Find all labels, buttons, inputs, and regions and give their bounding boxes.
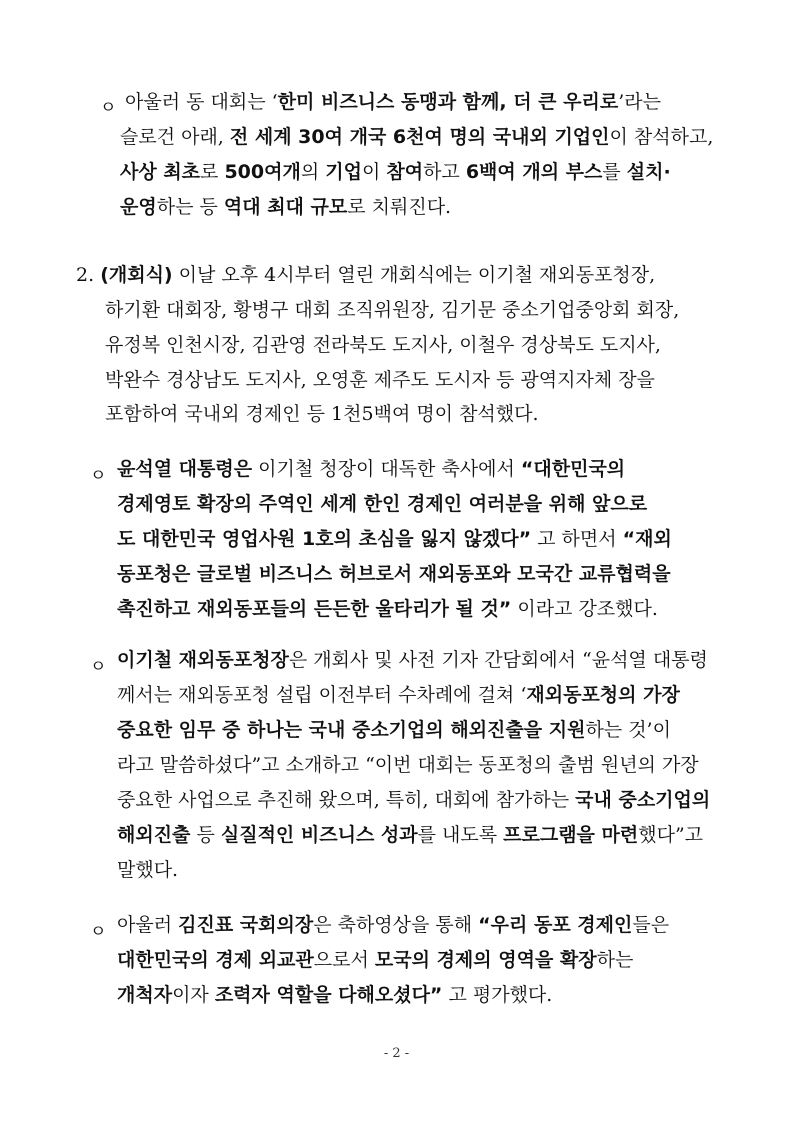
- text-line: [120, 160, 671, 184]
- bold-run: “대한민국의: [520, 458, 626, 480]
- bold-run: 참여: [386, 161, 424, 183]
- page-number: - 2 -: [383, 1046, 410, 1061]
- bold-run: 윤석열 대통령은: [117, 458, 253, 480]
- text-line: [117, 983, 552, 1007]
- text-run: 고 하면서: [531, 528, 623, 550]
- text-run: 은 축하영상을 통해: [313, 914, 479, 936]
- text-run: 께서는 재외동포청 설립 이전부터 수차례에 걸쳐 ‘: [117, 684, 527, 706]
- text-run: 로: [200, 161, 225, 183]
- text-line: [125, 90, 661, 114]
- bold-run: 운영: [120, 196, 157, 218]
- bold-run: 조력자: [214, 984, 270, 1006]
- text-run: 이: [361, 161, 387, 183]
- text-line: 경제영토 확장의 주역인 세계 한인 경제인 여러분을 위해 앞으로: [117, 493, 648, 515]
- section-heading: (개회식): [100, 264, 173, 286]
- text-run: 의: [300, 161, 326, 183]
- text-run: 하는 것’이: [585, 719, 671, 741]
- text-line: [117, 683, 680, 707]
- text-line: 박완수 경상남도 도지사, 오영훈 제주도 도시자 등 광역지자체 장을: [105, 369, 655, 391]
- text-run: 이기철 청장이 대독한 축사에서: [252, 458, 521, 480]
- text-run: ’라는: [618, 91, 661, 113]
- text-run: 를: [602, 161, 627, 183]
- bold-run: 설치·: [626, 161, 671, 183]
- text-run: 했다”고: [638, 824, 704, 846]
- text-line: [117, 648, 708, 672]
- text-run: 로 치뤄진다.: [347, 196, 452, 218]
- bullet-marker: ㅇ: [90, 657, 107, 677]
- bold-run: 국내 중소기업의: [575, 789, 711, 811]
- text-line: [117, 718, 671, 742]
- section-number: 2.: [76, 264, 95, 286]
- bold-run: 역대 최대 규모: [223, 196, 348, 218]
- bold-run: 중요한 임무 중 하나는 국내 중소기업의 해외진출을 지원: [117, 719, 586, 741]
- text-line: 하기환 대회장, 황병구 대회 조직위원장, 김기문 중소기업중앙회 회장,: [105, 299, 680, 321]
- bold-run: 한미 비즈니스 동맹과 함께, 더 큰 우리로: [277, 91, 619, 113]
- bold-run: 6백여 개의 부스: [465, 161, 603, 183]
- bold-run: 500여개: [224, 161, 301, 183]
- text-line: 포함하여 국내외 경제인 등 1천5백여 명이 참석했다.: [105, 403, 539, 425]
- text-run: 아울러 동 대회는 ‘: [125, 91, 278, 113]
- bold-run: “재외: [622, 528, 672, 550]
- bold-run: 촉진하고 재외동포들의 든든한 울타리가 될 것”: [117, 598, 512, 620]
- bold-run: “우리 동포 경제인: [478, 914, 633, 936]
- bold-run: 사상 최초: [120, 161, 201, 183]
- bullet-marker: ㅇ: [90, 922, 107, 942]
- bold-run: 전 세계 30여 개국 6천여 명의 국내외 기업인: [229, 126, 610, 148]
- text-run: 슬로건 아래,: [120, 126, 230, 148]
- text-line: [120, 125, 713, 149]
- text-run: 이자: [172, 984, 215, 1006]
- text-run: 으로서: [313, 949, 375, 971]
- text-line: [117, 788, 710, 812]
- text-run: 등: [190, 824, 221, 846]
- bold-run: 대한민국의 경제 외교관: [117, 949, 314, 971]
- text-run: 이날 오후 4시부터 열린 개회식에는 이기철 재외동포청장,: [172, 264, 656, 286]
- text-line: 라고 말씀하셨다”고 소개하고 “이번 대회는 동포청의 출범 원년의 가장: [117, 754, 699, 776]
- text-run: 아울러: [117, 914, 179, 936]
- text-line: [120, 195, 451, 219]
- text-run: 하는: [596, 949, 634, 971]
- bold-run: 도 대한민국 영업사원 1호의 초심을 잃지 않겠다”: [117, 528, 532, 550]
- text-line: [117, 527, 672, 551]
- text-line: 동포청은 글로벌 비즈니스 허브로서 재외동포와 모국간 교류협력을: [117, 563, 671, 585]
- bold-run: 김진표 국회의장: [178, 914, 314, 936]
- text-run: 들은: [632, 914, 670, 936]
- bold-run: 개척자: [117, 984, 173, 1006]
- bold-run: 기업: [325, 161, 362, 183]
- text-line: [76, 263, 655, 287]
- text-line: [117, 913, 669, 937]
- bold-run: 실질적인 비즈니스 성과: [220, 824, 418, 846]
- text-line: [117, 457, 625, 481]
- bullet-marker: ㅇ: [100, 98, 117, 118]
- bullet-marker: ㅇ: [90, 466, 107, 486]
- text-run: 중요한 사업으로 추진해 왔으며, 특히, 대회에 참가하는: [117, 789, 576, 811]
- bold-run: 해외진출: [117, 824, 191, 846]
- bold-run: 이기철 재외동포청장: [117, 649, 289, 671]
- text-run: 은 개회사 및 사전 기자 간담회에서 “윤석열 대통령: [288, 649, 708, 671]
- text-line: [117, 597, 658, 621]
- text-run: 이라고 강조했다.: [511, 598, 658, 620]
- text-line: 유정복 인천시장, 김관영 전라북도 도지사, 이철우 경상북도 도지사,: [105, 334, 661, 356]
- bold-run: 역할을 다해오셨다”: [269, 984, 443, 1006]
- text-run: 하는 등: [156, 196, 224, 218]
- text-run: 를 내도록: [417, 824, 504, 846]
- bold-run: 모국의 경제의 영역을 확장: [374, 949, 597, 971]
- text-run: 고 평가했다.: [442, 984, 553, 1006]
- text-run: 하고: [423, 161, 466, 183]
- text-line: [117, 823, 703, 847]
- bold-run: 프로그램을 마련: [503, 824, 639, 846]
- bold-run: 재외동포청의 가장: [526, 684, 680, 706]
- text-run: 이 참석하고,: [609, 126, 714, 148]
- text-line: [117, 948, 633, 972]
- text-line: 말했다.: [117, 859, 179, 881]
